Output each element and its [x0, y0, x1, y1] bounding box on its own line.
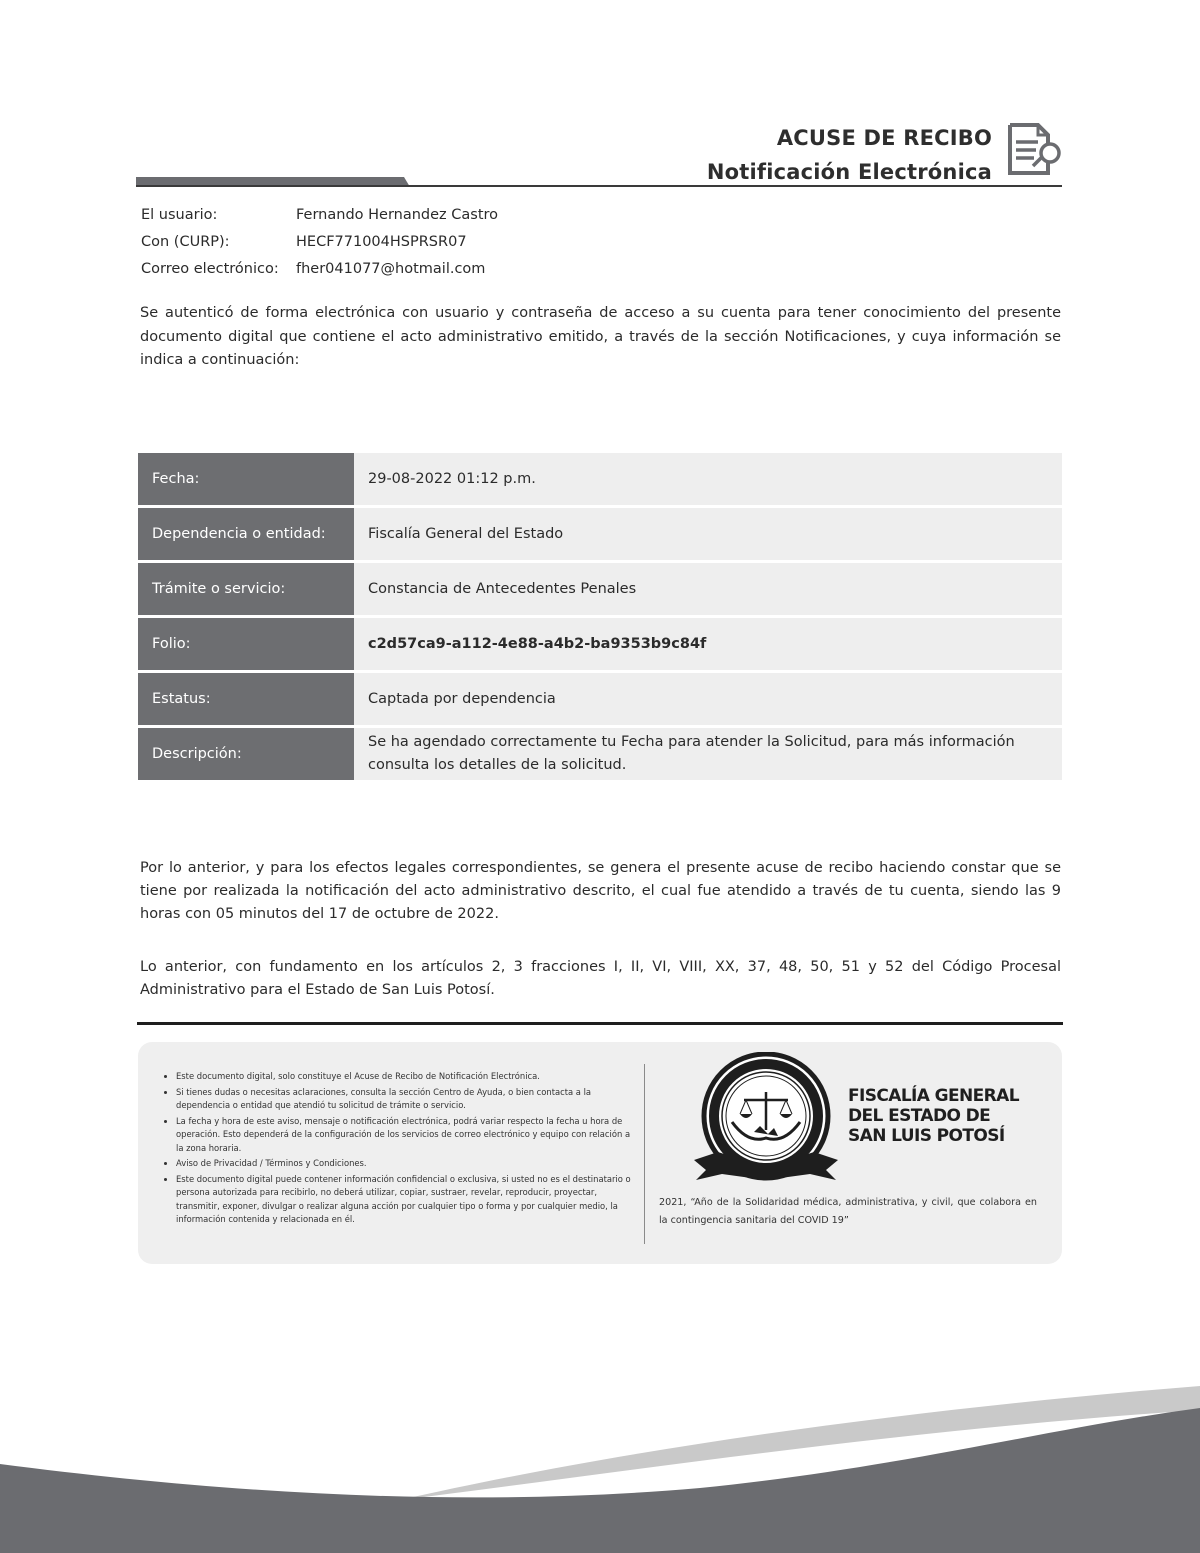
footer-note: • Aviso de Privacidad / Términos y Condiciones. — [176, 1157, 631, 1171]
document-check-icon — [1004, 122, 1064, 176]
user-row-email — [141, 256, 498, 283]
row-label: Trámite o servicio: — [138, 563, 354, 615]
user-row-curp — [141, 229, 498, 256]
header-divider — [136, 185, 1062, 187]
footer-note: • Si tienes dudas o necesitas aclaraciones, consulta la sección Centro de Ayuda, o bien contacta a la dependencia o entidad que atendió tu solicitud de trámite o servicio. — [176, 1086, 631, 1113]
table-row — [138, 453, 1062, 505]
intro-paragraph: Se autenticó de forma electrónica con usuario y contraseña de acceso a su cuenta para tener conocimiento del presente documento digital que contiene el acto administrativo emitido, a través de la sección Notificaciones, y cuya información se indica a continuación: — [140, 305, 1061, 368]
footer-note: • Este documento digital, solo constituye el Acuse de Recibo de Notificación Electrónica. — [176, 1070, 631, 1084]
footer-vertical-divider — [644, 1064, 645, 1244]
footer-quote: 2021, “Año de la Solidaridad médica, administrativa, y civil, que colabora en la contingencia sanitaria del COVID 19” — [659, 1197, 1037, 1226]
row-value: Fiscalía General del Estado — [354, 508, 1062, 560]
row-label: Descripción: — [138, 728, 354, 780]
footer-divider — [137, 1022, 1063, 1025]
document-subtitle: Notificación Electrónica — [706, 160, 992, 184]
organization-name — [848, 1086, 1019, 1146]
email-value: fher041077@hotmail.com — [296, 261, 486, 277]
org-name-line: DEL ESTADO DE — [848, 1106, 991, 1126]
table-row — [138, 508, 1062, 560]
notification-details-table — [138, 450, 1062, 783]
row-label: Folio: — [138, 618, 354, 670]
document-header — [707, 121, 992, 189]
decorative-waves — [0, 1370, 1200, 1553]
email-label: Correo electrónico: — [141, 261, 279, 277]
row-label: Estatus: — [138, 673, 354, 725]
user-label: El usuario: — [141, 207, 218, 223]
row-label: Fecha: — [138, 453, 354, 505]
document-title: ACUSE DE RECIBO — [776, 126, 992, 150]
curp-label: Con (CURP): — [141, 234, 230, 250]
user-row-name — [141, 202, 498, 229]
user-info — [141, 202, 498, 283]
folio-value: c2d57ca9-a112-4e88-a4b2-ba9353b9c84f — [354, 618, 1062, 670]
row-value: 29-08-2022 01:12 p.m. — [354, 453, 1062, 505]
table-row — [138, 618, 1062, 670]
fiscalia-seal-logo — [688, 1052, 842, 1182]
org-name-line: FISCALÍA GENERAL — [848, 1086, 1019, 1106]
row-value: Captada por dependencia — [354, 673, 1062, 725]
curp-value: HECF771004HSPRSR07 — [296, 234, 467, 250]
footer-notes — [162, 1070, 631, 1229]
table-row — [138, 563, 1062, 615]
row-label: Dependencia o entidad: — [138, 508, 354, 560]
legal-paragraph: Por lo anterior, y para los efectos legales correspondientes, se genera el presente acuse de recibo haciendo constar que se tiene por realizada la notificación del acto administrativo descrito, el cual fue atendido a través de tu cuenta, siendo las 9 horas con 05 minutos del 17 de octubre de 2022. — [140, 860, 1061, 922]
row-value: Constancia de Antecedentes Penales — [354, 563, 1062, 615]
table-row — [138, 728, 1062, 780]
table-row — [138, 673, 1062, 725]
legal-basis-paragraph: Lo anterior, con fundamento en los artículos 2, 3 fracciones I, II, VI, VIII, XX, 37, 48, 50, 51 y 52 del Código Procesal Administrativo para el Estado de San Luis Potosí. — [140, 959, 1061, 998]
footer-note: • Este documento digital puede contener información confidencial o exclusiva, si usted no es el destinatario o persona autorizada para recibirlo, no deberá utilizar, copiar, sustraer, revelar, reproducir, proyectar, transmitir, exponer, divulgar o realizar alguna acción por cualquier tipo o forma y por cualquier medio, la información contenida y relacionada en él. — [176, 1173, 631, 1227]
footer-note: • La fecha y hora de este aviso, mensaje o notificación electrónica, podrá variar respecto la fecha u hora de operación. Esto dependerá de la configuración de los servicios de correo electrónico y equipo con relación a la zona horaria. — [176, 1115, 631, 1156]
row-value: Se ha agendado correctamente tu Fecha para atender la Solicitud, para más información consulta los detalles de la solicitud. — [354, 728, 1062, 780]
user-value: Fernando Hernandez Castro — [296, 207, 499, 223]
org-name-line: SAN LUIS POTOSÍ — [848, 1126, 1005, 1146]
